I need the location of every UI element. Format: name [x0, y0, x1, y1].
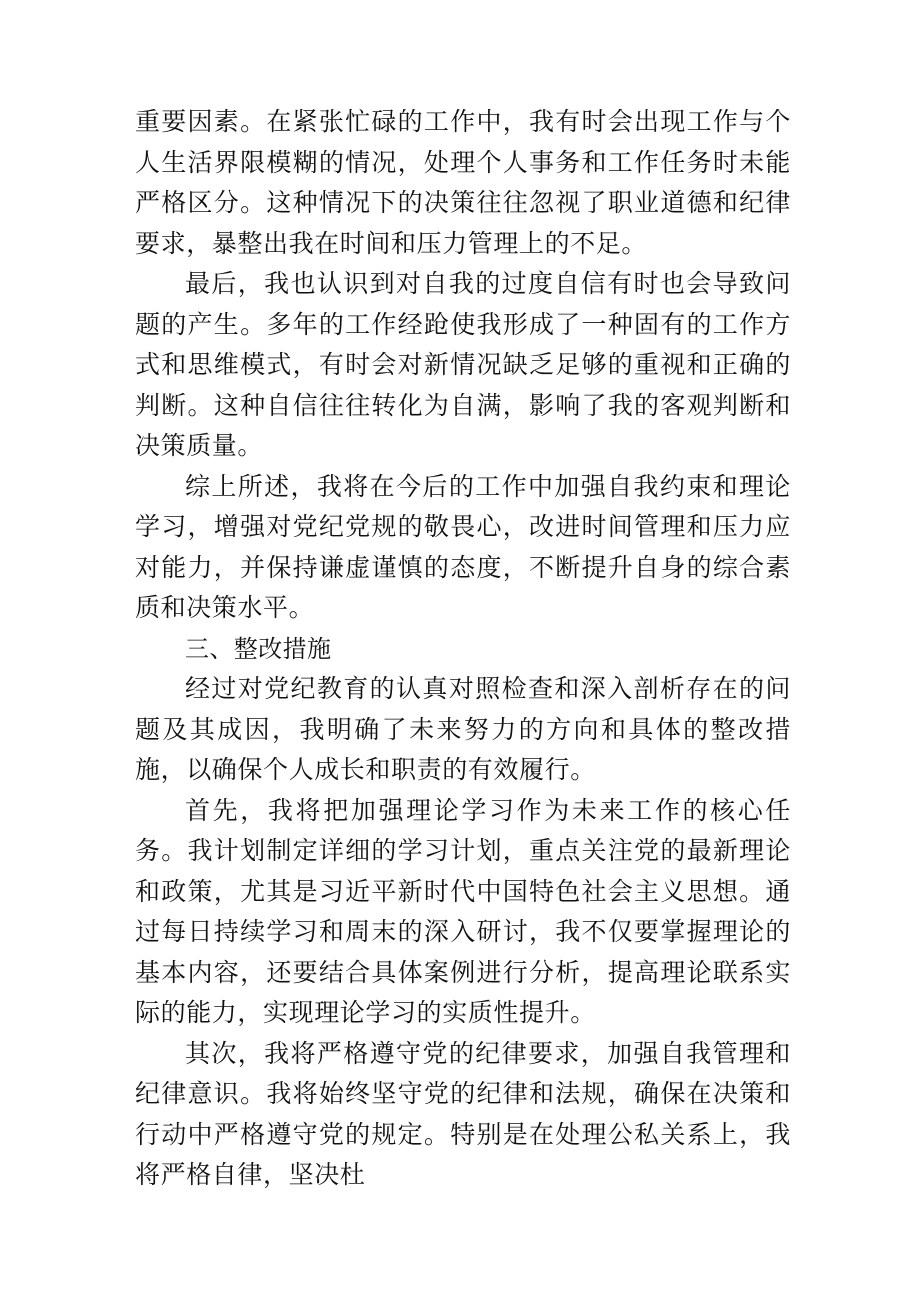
paragraph-second-measure: 其次，我将严格遵守党的纪律要求，加强自我管理和纪律意识。我将始终坚守党的纪律和法规，确保在决策和行动中严格遵守党的规定。特别是在处理公私关系上，我将严格自律，坚决杜 — [135, 1038, 791, 1189]
paragraph-summary: 综上所述，我将在今后的工作中加强自我约束和理论学习，增强对党纪党规的敬畏心，改进时间管理和压力应对能力，并保持谦虚谨慎的态度，不断提升自身的综合素质和决策水平。 — [135, 471, 791, 622]
paragraph-overconfidence: 最后，我也认识到对自我的过度自信有时也会导致问题的产生。多年的工作经跄使我形成了一种固有的工作方式和思维模式，有时会对新情况缺乏足够的重视和正确的判断。这种自信往往转化为自满，影响了我的客观判断和决策质量。 — [135, 269, 791, 460]
document-body — [135, 102, 791, 1196]
paragraph-intro-measures: 经过对党纪教育的认真对照检查和深入剖析存在的问题及其成因，我明确了未来努力的方向和具体的整改措施，以确保个人成长和职责的有效履行。 — [135, 674, 791, 784]
section-heading: 三、整改措施 — [185, 634, 332, 663]
paragraph-first-measure: 首先，我将把加强理论学习作为未来工作的核心任务。我计划制定详细的学习计划，重点关注党的最新理论和政策，尤其是习近平新时代中国特色社会主义思想。通过每日持续学习和周末的深入研讨，我不仅要掌握理论的基本内容，还要结合具体案例进行分析，提高理论联系实际的能力，实现理论学习的实质性提升。 — [135, 795, 791, 1027]
paragraph-continued: 重要因素。在紧张忙碌的工作中，我有时会出现工作与个人生活界限模糊的情况，处理个人事务和工作任务时未能严格区分。这种情况下的决策往往忽视了职业道德和纪律要求，暴整出我在时间和压力管理上的不足。 — [135, 107, 791, 258]
